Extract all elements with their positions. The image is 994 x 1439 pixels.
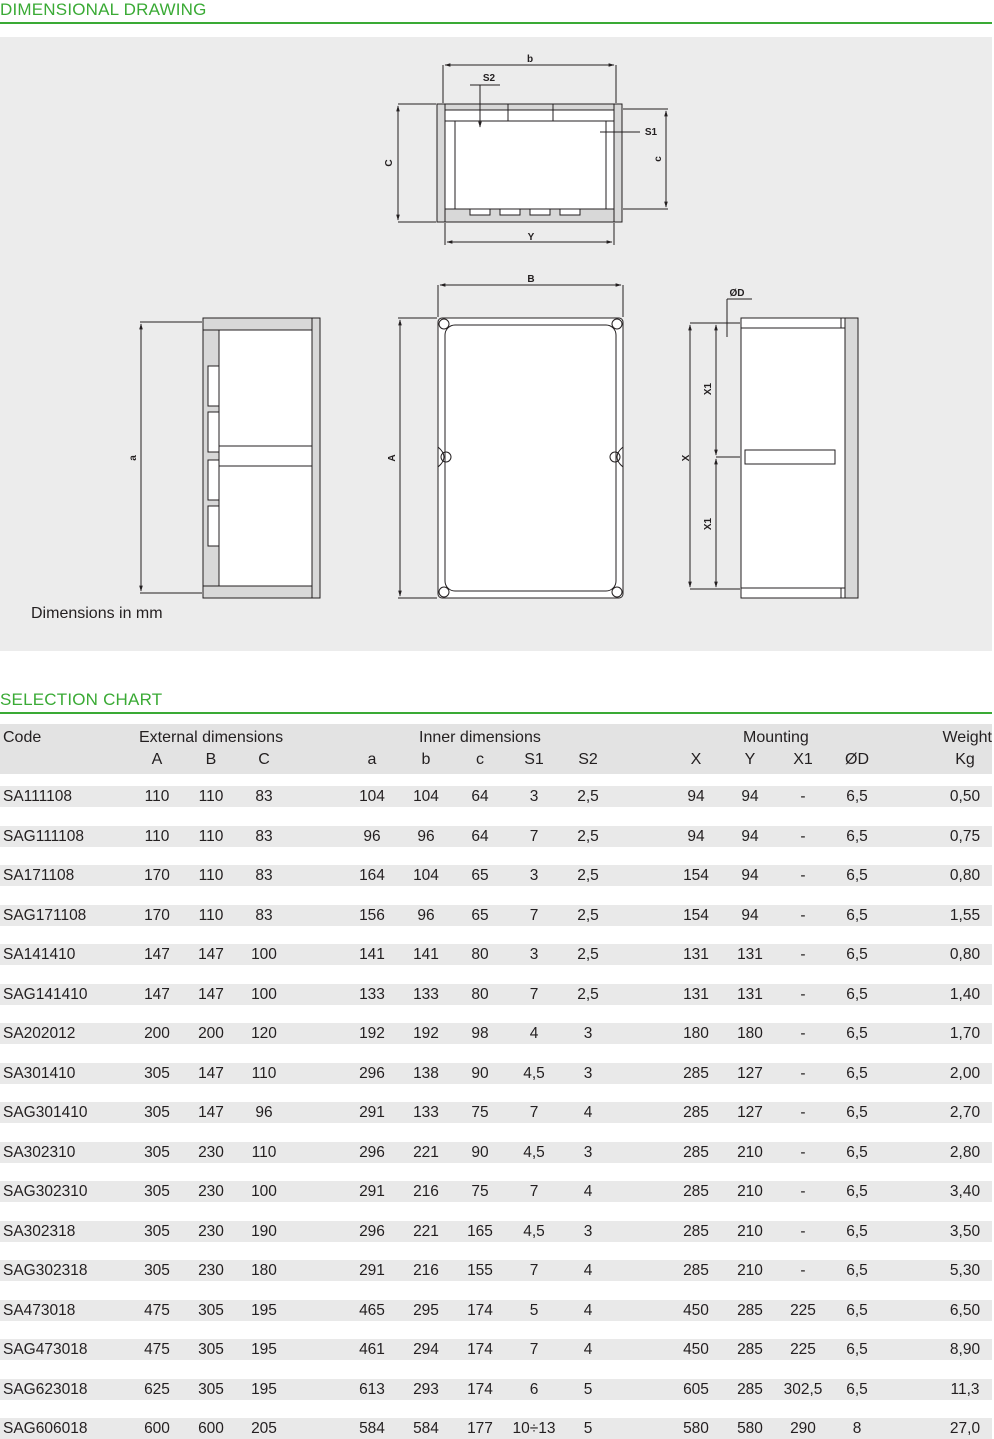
table-cell: 180 (737, 1025, 763, 1042)
table-cell: 305 (198, 1301, 224, 1319)
table-cell: 461 (359, 1341, 385, 1358)
table-cell: 104 (359, 788, 385, 805)
table-cell: 154 (683, 867, 709, 884)
label-X1-lower: X1 (703, 517, 714, 531)
product-code: SAG302318 (3, 1262, 88, 1279)
table-cell: 3 (529, 946, 539, 963)
table-cell: 305 (144, 1262, 170, 1279)
table-cell: 5 (583, 1380, 593, 1398)
dimensional-drawing (0, 37, 992, 651)
table-cell: 147 (198, 985, 224, 1003)
table-cell: 94 (741, 827, 759, 845)
table-cell: 210 (737, 1262, 763, 1279)
table-cell: 584 (359, 1420, 385, 1437)
table-cell: 465 (359, 1301, 385, 1319)
table-cell: 475 (144, 1341, 170, 1358)
label-diameter-D: ØD (729, 288, 745, 299)
table-cell: 147 (198, 1064, 224, 1082)
column-header: ØD (845, 751, 869, 768)
table-cell: 110 (251, 1143, 277, 1161)
table-cell: 0,75 (949, 827, 981, 845)
table-cell: - (800, 906, 806, 924)
product-code: SAG111108 (3, 827, 85, 845)
table-cell: 120 (251, 1025, 277, 1042)
table-cell: 6,5 (846, 867, 868, 884)
table-cell: 6,5 (846, 788, 868, 805)
table-cell: 210 (737, 1222, 763, 1240)
table-cell: 2,5 (577, 867, 599, 884)
table-cell: 205 (251, 1420, 277, 1437)
table-cell: 475 (144, 1301, 170, 1319)
table-cell: 285 (683, 1104, 709, 1121)
header-weight: Weight (942, 729, 992, 746)
table-cell: 6,5 (846, 985, 868, 1003)
table-cell: 285 (683, 1064, 709, 1082)
table-cell: - (800, 1143, 806, 1161)
table-cell: - (800, 1222, 806, 1240)
table-cell: 195 (251, 1380, 277, 1398)
table-cell: 100 (251, 946, 277, 963)
table-cell: 305 (144, 1222, 170, 1240)
table-cell: 0,50 (949, 788, 981, 805)
table-cell: 154 (683, 906, 709, 924)
table-cell: 450 (683, 1301, 709, 1319)
table-cell: 2,00 (949, 1064, 981, 1082)
table-cell: 302,5 (783, 1380, 823, 1398)
table-cell: 133 (359, 985, 385, 1003)
table-cell: 4 (583, 1104, 593, 1121)
table-cell: 221 (413, 1222, 439, 1240)
table-cell: 305 (198, 1341, 224, 1358)
table-cell: - (800, 1262, 806, 1279)
table-cell: 1,55 (949, 906, 981, 924)
table-cell: 110 (198, 788, 224, 805)
label-C-top: C (384, 159, 395, 167)
table-cell: 3 (583, 1025, 593, 1042)
table-cell: - (800, 946, 806, 963)
table-cell: 98 (471, 1025, 489, 1042)
table-cell: 4 (583, 1341, 593, 1358)
table-cell: 6,5 (846, 1341, 868, 1358)
table-cell: 6,5 (846, 1025, 868, 1042)
product-code: SAG302310 (3, 1183, 88, 1200)
product-code: SAG141410 (3, 985, 88, 1003)
product-code: SAG473018 (3, 1341, 88, 1358)
table-cell: 110 (198, 827, 224, 845)
table-cell: 104 (413, 788, 439, 805)
table-cell: 3 (583, 1143, 593, 1161)
table-cell: 4,5 (523, 1064, 545, 1082)
table-cell: 110 (144, 788, 170, 805)
table-cell: 190 (251, 1222, 277, 1240)
table-cell: 230 (198, 1222, 224, 1240)
side-section-view (140, 318, 320, 598)
table-cell: 195 (251, 1341, 277, 1358)
table-cell: 192 (359, 1025, 385, 1042)
table-cell: 147 (198, 1104, 224, 1121)
table-cell: 177 (467, 1420, 493, 1437)
table-cell: 285 (683, 1222, 709, 1240)
label-b: b (526, 54, 534, 65)
table-cell: 75 (471, 1183, 489, 1200)
table-cell: 216 (413, 1262, 439, 1279)
table-cell: 285 (737, 1301, 763, 1319)
table-cell: 96 (417, 906, 435, 924)
table-cell: 2,70 (949, 1104, 981, 1121)
column-header: C (258, 751, 270, 768)
column-header: S2 (578, 751, 598, 768)
table-cell: 174 (467, 1380, 493, 1398)
table-cell: 131 (683, 985, 709, 1003)
table-cell: 110 (251, 1064, 277, 1082)
table-cell: 285 (737, 1380, 763, 1398)
table-cell: 2,80 (949, 1143, 981, 1161)
table-cell: 6,50 (949, 1301, 981, 1319)
table-cell: 64 (471, 788, 489, 805)
table-cell: 131 (737, 946, 763, 963)
column-header: b (421, 751, 431, 768)
table-cell: 0,80 (949, 946, 981, 963)
table-cell: 174 (467, 1341, 493, 1358)
table-cell: 296 (359, 1143, 385, 1161)
table-cell: 2,5 (577, 788, 599, 805)
table-cell: 221 (413, 1143, 439, 1161)
table-cell: 90 (471, 1064, 489, 1082)
table-cell: 7 (529, 827, 539, 845)
table-cell: 75 (471, 1104, 489, 1121)
dimensions-note: Dimensions in mm (31, 605, 163, 622)
table-cell: 6 (529, 1380, 539, 1398)
table-cell: 6,5 (846, 1301, 868, 1319)
table-cell: 156 (359, 906, 385, 924)
table-cell: 6,5 (846, 1183, 868, 1200)
table-cell: 580 (737, 1420, 763, 1437)
table-cell: 225 (790, 1301, 816, 1319)
table-cell: 3 (583, 1064, 593, 1082)
table-cell: 141 (359, 946, 385, 963)
label-B: B (527, 274, 535, 285)
column-header: X (690, 751, 702, 768)
table-cell: 7 (529, 1262, 539, 1279)
column-header: A (151, 751, 163, 768)
table-cell: 450 (683, 1341, 709, 1358)
table-cell: 605 (683, 1380, 709, 1398)
table-cell: 584 (413, 1420, 439, 1437)
table-cell: 291 (359, 1183, 385, 1200)
table-cell: 296 (359, 1222, 385, 1240)
table-cell: - (800, 1104, 806, 1121)
table-cell: 104 (413, 867, 439, 884)
header-external: External dimensions (139, 729, 284, 746)
table-cell: 96 (255, 1104, 273, 1121)
product-code: SA171108 (3, 867, 75, 884)
table-cell: 305 (144, 1064, 170, 1082)
column-header: Kg (955, 751, 975, 768)
table-cell: 110 (198, 867, 224, 884)
table-cell: 80 (471, 946, 489, 963)
table-cell: 11,3 (950, 1380, 980, 1398)
table-cell: 174 (467, 1301, 493, 1319)
table-cell: 80 (471, 985, 489, 1003)
table-cell: 7 (529, 1341, 539, 1358)
header-inner: Inner dimensions (419, 729, 541, 746)
table-cell: 94 (741, 867, 759, 884)
header-code: Code (3, 729, 42, 746)
product-code: SA111108 (3, 788, 72, 805)
column-header: Y (744, 751, 756, 768)
table-cell: 290 (790, 1420, 816, 1437)
table-cell: - (800, 867, 806, 884)
table-cell: 4,5 (523, 1143, 545, 1161)
table-cell: 83 (255, 867, 273, 884)
table-cell: 6,5 (846, 827, 868, 845)
table-cell: 285 (683, 1143, 709, 1161)
table-cell: 580 (683, 1420, 709, 1437)
table-cell: 293 (413, 1380, 439, 1398)
column-header: c (476, 751, 484, 768)
table-cell: 296 (359, 1064, 385, 1082)
table-cell: 6,5 (846, 1222, 868, 1240)
table-cell: 295 (413, 1301, 439, 1319)
label-X: X (681, 454, 692, 462)
table-cell: 230 (198, 1183, 224, 1200)
table-cell: 96 (417, 827, 435, 845)
dimensional-drawing-panel (0, 37, 992, 651)
table-cell: 600 (144, 1420, 170, 1437)
table-cell: 4 (583, 1262, 593, 1279)
product-code: SA302318 (3, 1222, 76, 1240)
table-cell: 180 (251, 1262, 277, 1279)
table-cell: - (800, 1025, 806, 1042)
table-cell: 294 (413, 1341, 439, 1358)
table-cell: 138 (413, 1064, 439, 1082)
table-cell: 7 (529, 985, 539, 1003)
table-cell: 170 (144, 906, 170, 924)
table-cell: 133 (413, 985, 439, 1003)
table-cell: 0,80 (949, 867, 981, 884)
label-c: c (653, 156, 664, 162)
top-section-view (398, 65, 668, 245)
table-cell: 64 (471, 827, 489, 845)
table-cell: - (800, 788, 806, 805)
table-cell: 65 (471, 867, 489, 884)
table-cell: 83 (255, 906, 273, 924)
table-cell: 200 (144, 1025, 170, 1042)
table-cell: 600 (198, 1420, 224, 1437)
table-cell: 4 (583, 1183, 593, 1200)
table-cell: 2,5 (577, 946, 599, 963)
table-cell: - (800, 827, 806, 845)
product-code: SAG171108 (3, 906, 87, 924)
table-cell: 110 (144, 827, 170, 845)
table-cell: 6,5 (846, 906, 868, 924)
table-cell: 5,30 (949, 1262, 981, 1279)
table-cell: 285 (737, 1341, 763, 1358)
chart-section-title: SELECTION CHART (0, 690, 163, 709)
table-cell: 110 (198, 906, 224, 924)
drawing-section-rule (0, 22, 992, 24)
table-cell: 305 (144, 1143, 170, 1161)
table-cell: 147 (144, 985, 170, 1003)
label-s1: S1 (644, 127, 658, 138)
table-cell: 147 (144, 946, 170, 963)
table-cell: 7 (529, 1183, 539, 1200)
table-cell: 230 (198, 1262, 224, 1279)
table-cell: 305 (198, 1380, 224, 1398)
table-cell: 164 (359, 867, 385, 884)
table-cell: 141 (413, 946, 439, 963)
table-cell: 2,5 (577, 985, 599, 1003)
drawing-section-title: DIMENSIONAL DRAWING (0, 0, 207, 19)
table-cell: 285 (683, 1262, 709, 1279)
product-code: SAG301410 (3, 1104, 88, 1121)
table-cell: 3 (583, 1222, 593, 1240)
table-cell: 94 (741, 788, 759, 805)
label-A: A (387, 454, 398, 462)
table-cell: 6,5 (846, 1380, 868, 1398)
product-code: SA473018 (3, 1301, 76, 1319)
table-cell: 133 (413, 1104, 439, 1121)
table-cell: 216 (413, 1183, 439, 1200)
table-cell: 65 (471, 906, 489, 924)
table-cell: - (800, 1064, 806, 1082)
product-code: SAG606018 (3, 1420, 88, 1437)
table-cell: 3 (529, 788, 539, 805)
table-cell: 127 (737, 1104, 763, 1121)
table-cell: 4,5 (523, 1222, 545, 1240)
table-cell: 180 (683, 1025, 709, 1042)
label-X1-upper: X1 (703, 382, 714, 396)
table-cell: 1,70 (949, 1025, 981, 1042)
table-cell: 3 (529, 867, 539, 884)
column-header: a (367, 751, 377, 768)
table-cell: 127 (737, 1064, 763, 1082)
table-cell: 83 (255, 788, 273, 805)
table-cell: 291 (359, 1262, 385, 1279)
table-cell: 2,5 (577, 906, 599, 924)
table-cell: 7 (529, 906, 539, 924)
table-cell: 131 (737, 985, 763, 1003)
table-cell: 96 (363, 827, 381, 845)
column-header: X1 (793, 751, 813, 768)
table-cell: 27,0 (949, 1420, 981, 1437)
table-cell: 192 (413, 1025, 439, 1042)
table-cell: 291 (359, 1104, 385, 1121)
table-cell: 147 (198, 946, 224, 963)
table-cell: 200 (198, 1025, 224, 1042)
table-cell: 195 (251, 1301, 277, 1319)
table-cell: 305 (144, 1104, 170, 1121)
header-mounting: Mounting (743, 729, 809, 746)
table-cell: 100 (251, 985, 277, 1003)
product-code: SA302310 (3, 1143, 76, 1161)
table-cell: 8,90 (949, 1341, 981, 1358)
table-cell: 305 (144, 1183, 170, 1200)
table-cell: 5 (529, 1301, 539, 1319)
product-code: SA141410 (3, 946, 76, 963)
table-cell: 2,5 (577, 827, 599, 845)
table-cell: 94 (687, 788, 705, 805)
table-cell: 155 (467, 1262, 493, 1279)
label-s2: S2 (482, 73, 496, 84)
table-cell: 6,5 (846, 946, 868, 963)
table-cell: 3,40 (949, 1183, 981, 1200)
table-cell: 131 (683, 946, 709, 963)
label-a: a (128, 455, 139, 461)
table-cell: 10÷13 (512, 1420, 556, 1437)
table-cell: 3,50 (949, 1222, 981, 1240)
product-code: SA202012 (3, 1025, 76, 1042)
table-cell: 1,40 (949, 985, 981, 1003)
table-cell: 6,5 (846, 1143, 868, 1161)
table-cell: 210 (737, 1143, 763, 1161)
right-side-view (690, 299, 858, 598)
table-cell: 6,5 (846, 1104, 868, 1121)
table-cell: 230 (198, 1143, 224, 1161)
product-code: SAG623018 (3, 1380, 88, 1398)
table-cell: 285 (683, 1183, 709, 1200)
table-cell: 4 (583, 1301, 593, 1319)
table-cell: - (800, 985, 806, 1003)
table-cell: 7 (529, 1104, 539, 1121)
table-cell: 5 (583, 1420, 593, 1437)
table-cell: 225 (790, 1341, 816, 1358)
table-cell: 83 (255, 827, 273, 845)
table-cell: 94 (741, 906, 759, 924)
chart-section-rule (0, 712, 992, 714)
table-cell: 90 (471, 1143, 489, 1161)
table-cell: 613 (359, 1380, 385, 1398)
column-header: S1 (524, 751, 544, 768)
table-cell: 170 (144, 867, 170, 884)
table-cell: 4 (529, 1025, 539, 1042)
table-cell: 6,5 (846, 1262, 868, 1279)
table-cell: 94 (687, 827, 705, 845)
front-view (398, 285, 623, 598)
table-cell: 6,5 (846, 1064, 868, 1082)
label-Y: Y (527, 232, 535, 243)
table-cell: 210 (737, 1183, 763, 1200)
column-header: B (205, 751, 217, 768)
table-cell: 165 (467, 1222, 493, 1240)
table-cell: 8 (852, 1420, 862, 1437)
product-code: SA301410 (3, 1064, 76, 1082)
table-cell: 625 (144, 1380, 170, 1398)
table-cell: 100 (251, 1183, 277, 1200)
table-cell: - (800, 1183, 806, 1200)
